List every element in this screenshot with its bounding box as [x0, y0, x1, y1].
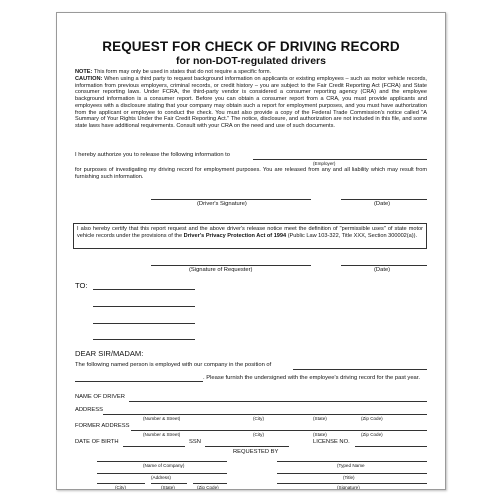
ssn-label: SSN [189, 439, 201, 445]
to-line-2[interactable] [93, 306, 195, 307]
requester-signature-bottom-field[interactable] [277, 483, 427, 484]
ssn-field[interactable] [205, 446, 289, 447]
authorize-text: I hereby authorize you to release the following information to [75, 152, 230, 158]
typed-name-label: (Typed Name [337, 463, 365, 468]
certify-bold: Driver's Privacy Protection Act of 1994 [183, 232, 287, 239]
form-title: REQUEST FOR CHECK OF DRIVING RECORD [102, 39, 400, 54]
note-paragraph [75, 69, 427, 76]
form-page [56, 12, 446, 490]
employer-field[interactable] [253, 159, 427, 160]
requester-city-field[interactable] [97, 483, 145, 484]
position-field[interactable] [293, 369, 427, 370]
driver-signature-field[interactable] [151, 199, 311, 200]
dear-label: DEAR SIR/MADAM: [75, 349, 144, 358]
former-city-label: (City) [253, 432, 264, 437]
former-address-field[interactable] [131, 430, 427, 431]
former-street-label: (Number & Street) [143, 432, 181, 437]
driver-signature-label: (Driver's Signature) [197, 201, 247, 207]
certify-text-2: (Public Law 103-322, Title XXX, Section 300002(a)). [286, 232, 418, 239]
former-zip-label: (Zip Code) [361, 432, 383, 437]
to-label: TO: [75, 281, 88, 290]
requester-signature-label: (Signature of Requester) [189, 267, 253, 273]
requester-date-label: (Date) [374, 267, 391, 273]
driver-date-field[interactable] [341, 199, 427, 200]
requester-signature-field[interactable] [151, 265, 311, 266]
company-label: (Name of Company) [143, 463, 185, 468]
requester-address-field[interactable] [97, 473, 227, 474]
position-field-continued[interactable] [75, 381, 203, 382]
requester-address-label: (Address) [151, 475, 171, 480]
requester-date-field[interactable] [341, 265, 427, 266]
note-text: This form may only be used in states that do not require a specific form. [92, 69, 272, 75]
note-label: NOTE: [75, 69, 93, 75]
to-line-4[interactable] [93, 339, 195, 340]
certification-text [77, 226, 423, 239]
license-label: LICENSE NO. [313, 439, 350, 445]
requester-zip-field[interactable] [193, 483, 227, 484]
address-street-label: (Number & Street) [143, 416, 181, 421]
address-field[interactable] [103, 414, 427, 415]
address-zip-label: (Zip Code) [361, 416, 383, 421]
form-subtitle: for non-DOT-regulated drivers [176, 55, 326, 67]
address-label: ADDRESS [75, 407, 104, 413]
caution-text: When using a third party to request background information on applicants or existing employees – such as motor vehicle records, information from previous employers, criminal records, or credit history – you are subject to the Fair Credit Reporting Act (FCRA) and State consumer reporting laws. Under FCRA, the third-party vendor is considered a consumer reporting agency (CRA) and the employee background information is a consumer report. Before you can obtain a consumer report from a CRA, you must provide applicants and employees with a disclosure stating that your company may obtain such a report for employment purposes, and you must have authorization from the applicant or employee to conduct the check. You must also provide a copy of the Federal Trade Commission's notice called "A Summary of Your Rights Under the Fair Credit Reporting Act." The notice, disclosure, and authorization are not included in this file, and some state laws have additional requirements. Consult with your CRA on the need and use of such documents. [75, 76, 427, 129]
certify-text-1: I also hereby certify that this report request and the above driver's release notice meet the definition of "permissible uses" of state motor vehicle records under the provisions of the [77, 226, 423, 239]
company-field[interactable] [97, 461, 227, 462]
caution-label: CAUTION: [75, 76, 103, 82]
employed-text: The following named person is employed with our company in the position of [75, 362, 272, 368]
signature-label: (Signature) [337, 485, 360, 490]
to-line-3[interactable] [93, 323, 195, 324]
address-city-label: (City) [253, 416, 264, 421]
requested-by-label: REQUESTED BY [233, 449, 279, 455]
requester-city-label: (City) [115, 485, 126, 490]
dob-label: DATE OF BIRTH [75, 439, 119, 445]
typed-name-field[interactable] [277, 461, 427, 462]
employer-label: (Employer) [313, 161, 336, 166]
license-field[interactable] [355, 446, 427, 447]
caution-paragraph [75, 76, 427, 130]
driver-date-label: (Date) [374, 201, 391, 207]
name-field[interactable] [129, 401, 427, 402]
former-address-label: FORMER ADDRESS [75, 423, 130, 429]
requester-zip-label: (Zip Code) [197, 485, 219, 490]
to-line-1[interactable] [93, 289, 195, 290]
title-field[interactable] [277, 473, 427, 474]
address-state-label: (State) [313, 416, 327, 421]
furnish-text: . Please furnish the undersigned with the employee's driving record for the past year. [203, 375, 421, 381]
name-label: NAME OF DRIVER [75, 394, 125, 400]
requester-state-label: (State) [161, 485, 175, 490]
title-label: (Title) [343, 475, 355, 480]
requester-state-field[interactable] [151, 483, 187, 484]
former-state-label: (State) [313, 432, 327, 437]
dob-field[interactable] [123, 446, 185, 447]
purpose-text: for purposes of investigating my driving record for employment purposes. You are released from any and all liability which may result from furnishing such information. [75, 167, 427, 180]
